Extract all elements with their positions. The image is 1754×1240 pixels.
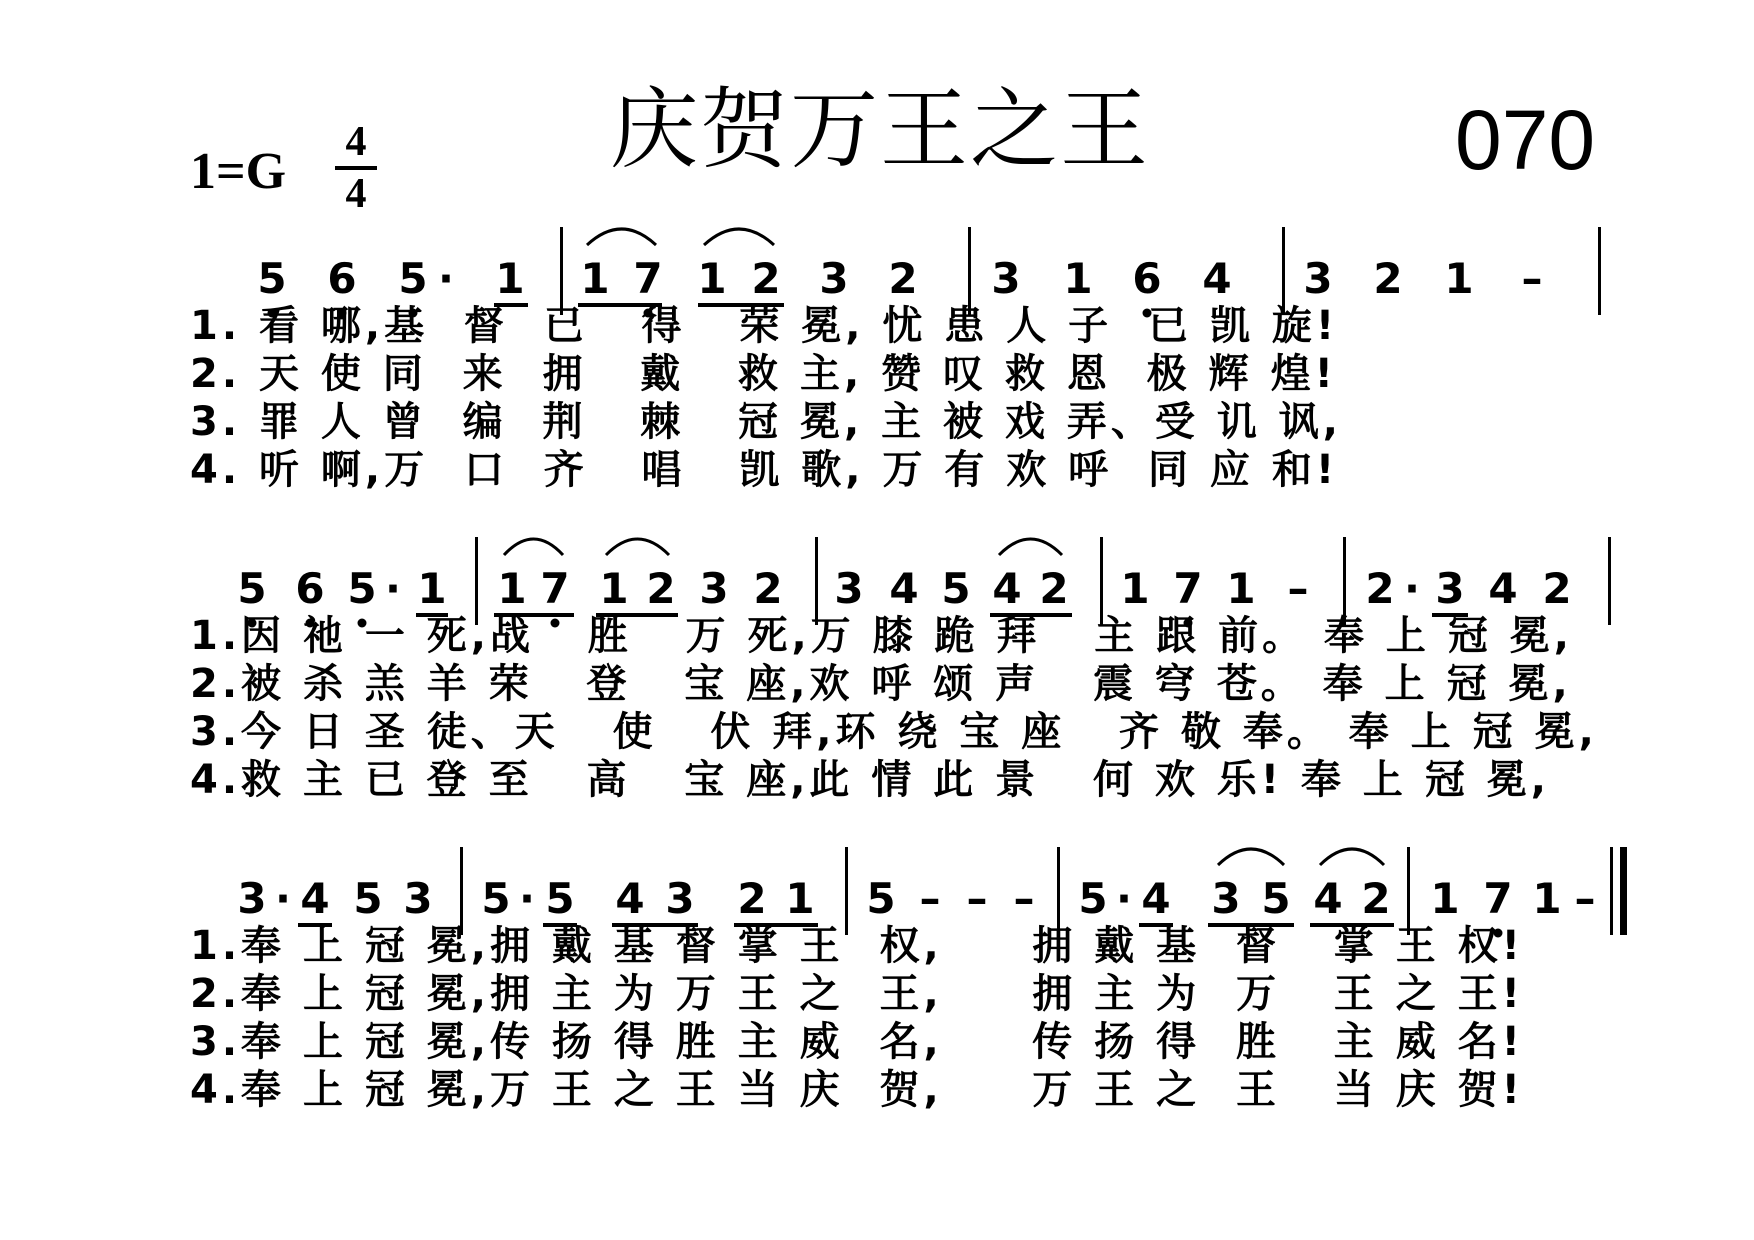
lyric-line: 3.今 日 圣 徒、天 使 伏 拜,环 绕 宝 座 齐 敬 奉。 奉 上 冠 冕, <box>190 709 1598 755</box>
note: 7 <box>1173 564 1203 613</box>
note: · <box>1404 564 1420 613</box>
note: 2 <box>646 564 676 613</box>
note: 3 <box>991 254 1021 303</box>
note: 3 <box>665 874 695 923</box>
note: 4 <box>300 874 330 923</box>
note: 3 <box>1211 874 1241 923</box>
note: 4 <box>1141 874 1171 923</box>
lyric-line: 3.奉 上 冠 冕,传 扬 得 胜 主 威 名, 传 扬 得 胜 主 威 名! <box>190 1019 1524 1065</box>
note: 1 <box>1430 874 1460 923</box>
note: 7 <box>540 564 570 613</box>
note: 2 <box>753 564 783 613</box>
note: 3 <box>1303 254 1333 303</box>
note: – <box>1521 254 1543 303</box>
slur-arc <box>704 229 774 245</box>
note: 1 <box>1444 254 1474 303</box>
note: 3 <box>1435 564 1465 613</box>
note: 4 <box>1313 874 1343 923</box>
note: 1 <box>599 564 629 613</box>
note: 3 <box>237 874 267 923</box>
note: – <box>1574 874 1596 923</box>
note: 1 <box>417 564 447 613</box>
note: 5 <box>1261 874 1291 923</box>
note: 1 <box>495 254 525 303</box>
note: 5 <box>1078 874 1108 923</box>
note: 4 <box>889 564 919 613</box>
note: · <box>275 874 291 923</box>
lyric-line: 1.奉 上 冠 冕,拥 戴 基 督 掌 王 权, 拥 戴 基 督 掌 王 权! <box>190 923 1524 969</box>
note: 3 <box>834 564 864 613</box>
note: 1 <box>1120 564 1150 613</box>
note: 4 <box>1202 254 1232 303</box>
note: 1 <box>580 254 610 303</box>
note: · <box>519 874 535 923</box>
barline <box>1608 537 1611 625</box>
note: 5 <box>941 564 971 613</box>
note: – <box>1287 564 1309 613</box>
note: · <box>385 564 401 613</box>
note: 2 <box>1039 564 1069 613</box>
note: 3 <box>403 874 433 923</box>
note: – <box>919 874 941 923</box>
lyric-line: 4. 听 啊,万 口 齐 唱 凯 歌, 万 有 欢 呼 同 应 和! <box>190 447 1339 493</box>
note: 1 <box>1063 254 1093 303</box>
hymn-number: 070 <box>1455 93 1596 187</box>
note: 4 <box>615 874 645 923</box>
note: 2 <box>1542 564 1572 613</box>
note: 5 <box>257 254 287 303</box>
note: 2 <box>888 254 918 303</box>
lyric-line: 2. 天 使 同 来 拥 戴 救 主, 赞 叹 救 恩 极 辉 煌! <box>190 351 1337 397</box>
note: 1 <box>697 254 727 303</box>
key-signature: 1=G <box>190 143 287 200</box>
slur-arc <box>606 539 669 555</box>
note: – <box>966 874 988 923</box>
song-title: 庆贺万王之王 <box>610 78 1151 181</box>
lyric-line: 1. 看 哪,基 督 已 得 荣 冕, 忧 患 人 子 已 凯 旋! <box>190 303 1339 349</box>
note: 6 <box>295 564 325 613</box>
slur-arc <box>999 539 1062 555</box>
lyric-line: 2.奉 上 冠 冕,拥 主 为 万 王 之 王, 拥 主 为 万 王 之 王! <box>190 971 1524 1017</box>
note: 2 <box>1361 874 1391 923</box>
note: 7 <box>633 254 663 303</box>
slur-arc <box>587 229 656 245</box>
note: · <box>438 254 454 303</box>
note: · <box>1116 874 1132 923</box>
lyric-line: 2.被 杀 羔 羊 荣 登 宝 座,欢 呼 颂 声 震 穹 苍。 奉 上 冠 冕, <box>190 661 1572 707</box>
note: 5 <box>347 564 377 613</box>
note: – <box>1013 874 1035 923</box>
note: 1 <box>785 874 815 923</box>
note: 3 <box>819 254 849 303</box>
note: 1 <box>1226 564 1256 613</box>
time-signature-bottom: 4 <box>345 171 367 217</box>
note: 5 <box>545 874 575 923</box>
note: 5 <box>481 874 511 923</box>
note: 3 <box>699 564 729 613</box>
final-barline-thick <box>1620 847 1627 935</box>
note: 6 <box>327 254 357 303</box>
note: 6 <box>1132 254 1162 303</box>
note: 5 <box>353 874 383 923</box>
note: 7 <box>1483 874 1513 923</box>
note: 5 <box>237 564 267 613</box>
lyric-line: 4.奉 上 冠 冕,万 王 之 王 当 庆 贺, 万 王 之 王 当 庆 贺! <box>190 1067 1524 1113</box>
slur-arc <box>504 539 563 555</box>
note: 5 <box>866 874 896 923</box>
final-barline-thin <box>1610 847 1613 935</box>
note: 5 <box>398 254 428 303</box>
time-signature-top: 4 <box>345 119 367 165</box>
note: 2 <box>1373 254 1403 303</box>
note: 2 <box>751 254 781 303</box>
note: 4 <box>1488 564 1518 613</box>
lyric-line: 3. 罪 人 曾 编 荆 棘 冠 冕, 主 被 戏 弄、受 讥 讽, <box>190 399 1342 445</box>
note: 1 <box>1532 874 1562 923</box>
barline <box>1598 227 1601 315</box>
slur-arc <box>1218 849 1284 865</box>
lyric-line: 4.救 主 已 登 至 高 宝 座,此 情 此 景 何 欢 乐! 奉 上 冠 冕, <box>190 757 1550 803</box>
note: 1 <box>497 564 527 613</box>
note: 2 <box>737 874 767 923</box>
note: 4 <box>992 564 1022 613</box>
slur-arc <box>1320 849 1384 865</box>
lyric-line: 1.因 祂 一 死,战 胜 万 死,万 膝 跪 拜 主 跟 前。 奉 上 冠 冕, <box>190 613 1573 659</box>
note: 2 <box>1365 564 1395 613</box>
